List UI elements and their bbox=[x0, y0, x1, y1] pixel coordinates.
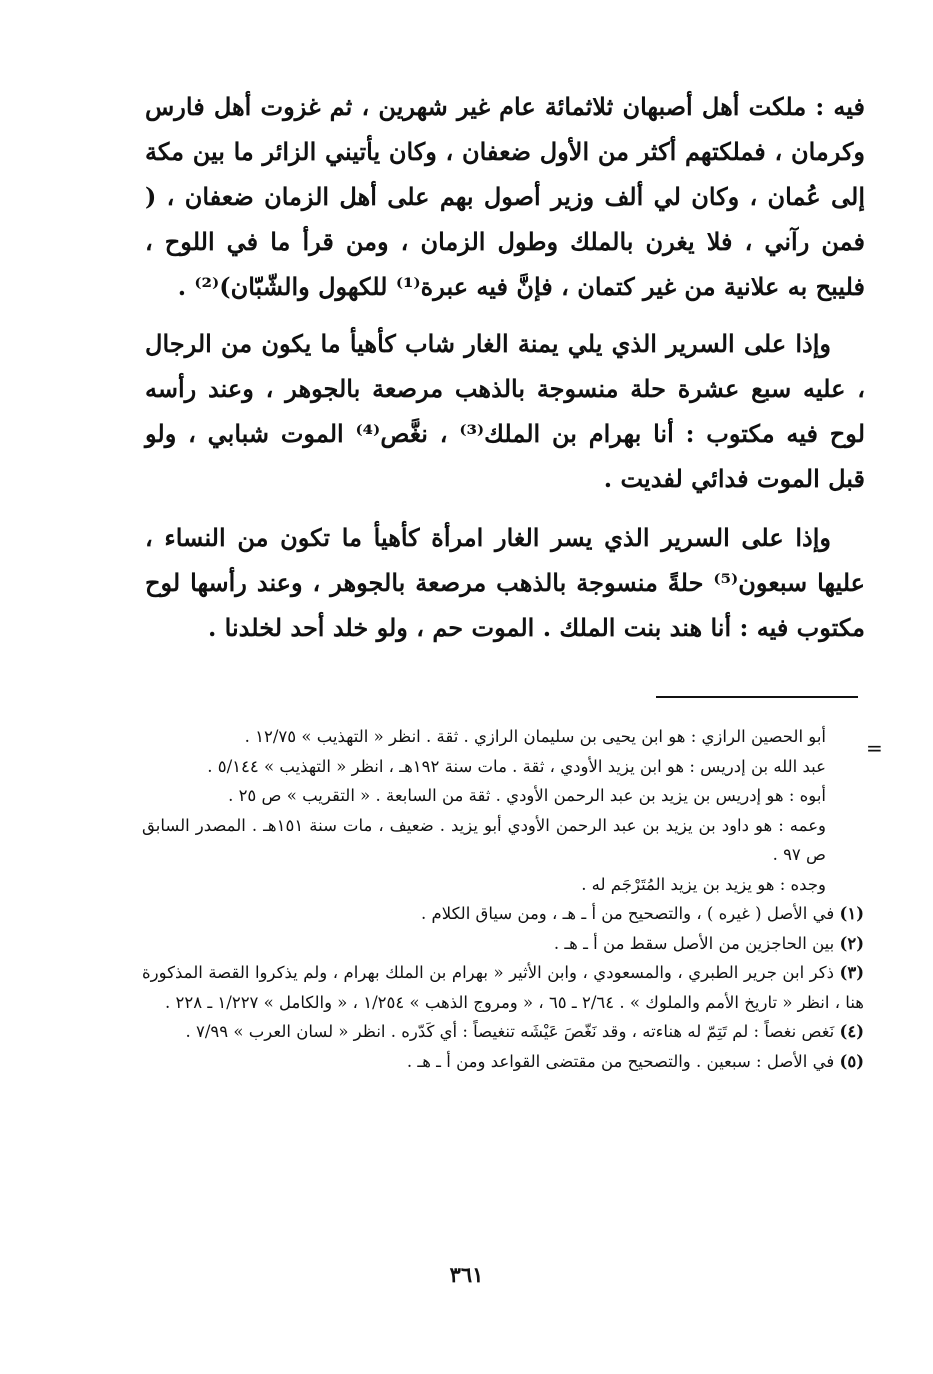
footnote-bio-item: عبد الله بن إدريس : هو ابن يزيد الأودي ، ثقة . مات سنة ١٩٢هـ ، انظر « التهذيب » ٥/١٤٤ . bbox=[207, 756, 826, 776]
paragraph-1: فيه : ملكت أهل أصبهان ثلاثمائة عام غير شهرين ، ثم غزوت أهل فارس وكرمان ، فملكتهم أكثر من الأول ضعفان ، وكان يأتيني الزائر ما بين مكة إلى عُمان ، وكان لي ألف وزير أصول بهم على أهل الزمان ضعفان ، ( فمن رآني ، فلا يغرن بالملك وطول الزمان ، ومن قرأ ما في اللوح ، فليبح به علانية من غير كتمان ، فإنَّ فيه عبرة⁽¹⁾ للكهول والشّبّان)⁽²⁾ . bbox=[145, 92, 865, 301]
main-text bbox=[145, 84, 865, 650]
footnote-divider bbox=[656, 696, 858, 698]
footnote-text: بين الحاجزين من الأصل سقط من أ ـ هـ . bbox=[553, 933, 835, 953]
continuation-mark: = bbox=[866, 736, 883, 760]
footnote-item bbox=[142, 929, 864, 959]
footnote-item bbox=[142, 899, 864, 929]
footnote-bio-item: أبوه : هو إدريس بن يزيد بن عبد الرحمن الأودي . ثقة من السابعة . « التقريب » ص ٢٥ . bbox=[228, 786, 826, 805]
footnote-number: (٢) bbox=[839, 933, 864, 953]
footnote-bio-item: وجده : هو يزيد بن يزيد المُتَرْجَم له . bbox=[581, 874, 826, 894]
footnotes-section bbox=[142, 722, 864, 1076]
footnote-number: (٣) bbox=[839, 963, 864, 982]
footnote-text: ذكر ابن جرير الطبري ، والمسعودي ، وابن الأثير « بهرام بن الملك بهرام ، ولم يذكروا القصة المذكورة هنا ، انظر « تاريخ الأمم والملوك » . ٢/٦٤ ـ ٦٥ ، « ومروج الذهب » ١/٢٥٤ ، « والكامل » ١/٢٢٧ ـ ٢٢٨ . bbox=[142, 963, 864, 1012]
footnote-item bbox=[142, 1047, 864, 1077]
footnote-bio-item: وعمه : هو داود بن يزيد بن عبد الرحمن الأودي أبو يزيد . ضعيف ، مات سنة ١٥١هـ . المصدر السابق ص ٩٧ . bbox=[142, 815, 827, 864]
footnote-text: نَغص نغصاً : لم تَتِمّ له هناءته ، وقد نَغّصَ عَيْشَه تنغيصاً : أي كَدّره . انظر « لسان العرب » ٧/٩٩ . bbox=[185, 1022, 835, 1041]
footnote-bio-item: أبو الحصين الرازي : هو ابن يحيى بن سليمان الرازي . ثقة . انظر « التهذيب » ١٢/٧٥ . bbox=[244, 727, 826, 746]
footnote-text: في الأصل : سبعين . والتصحيح من مقتضى القواعد ومن أ ـ هـ . bbox=[406, 1051, 835, 1071]
footnote-item bbox=[142, 1017, 864, 1047]
footnote-item bbox=[142, 958, 864, 1017]
paragraph-2: وإذا على السرير الذي يلي يمنة الغار شاب كأهيأ ما يكون من الرجال ، عليه سبع عشرة حلة منسوجة بالذهب مرصعة بالجوهر ، وعند رأسه لوح فيه مكتوب : أنا بهرام بن الملك⁽³⁾ ، نغَّص⁽⁴⁾ الموت شبابي ، ولو قبل الموت فدائي لفديت . bbox=[145, 329, 866, 493]
paragraph-3: وإذا على السرير الذي يسر الغار امرأة كأهيأ ما تكون من النساء ، عليها سبعون⁽⁵⁾ حلةً منسوجة بالذهب مرصعة بالجوهر ، وعند رأسها لوح مكتوب فيه : أنا هند بنت الملك . الموت حم ، ولو خلد أحد لخلدنا . bbox=[145, 523, 865, 642]
footnote-number: (٤) bbox=[839, 1022, 864, 1041]
footnote-number: (٥) bbox=[839, 1051, 864, 1071]
page-number: ٣٦١ bbox=[449, 1262, 484, 1287]
footnote-number: (١) bbox=[839, 904, 864, 923]
footnote-text: في الأصل ( غيره ) ، والتصحيح من أ ـ هـ ، ومن سياق الكلام . bbox=[421, 904, 835, 923]
